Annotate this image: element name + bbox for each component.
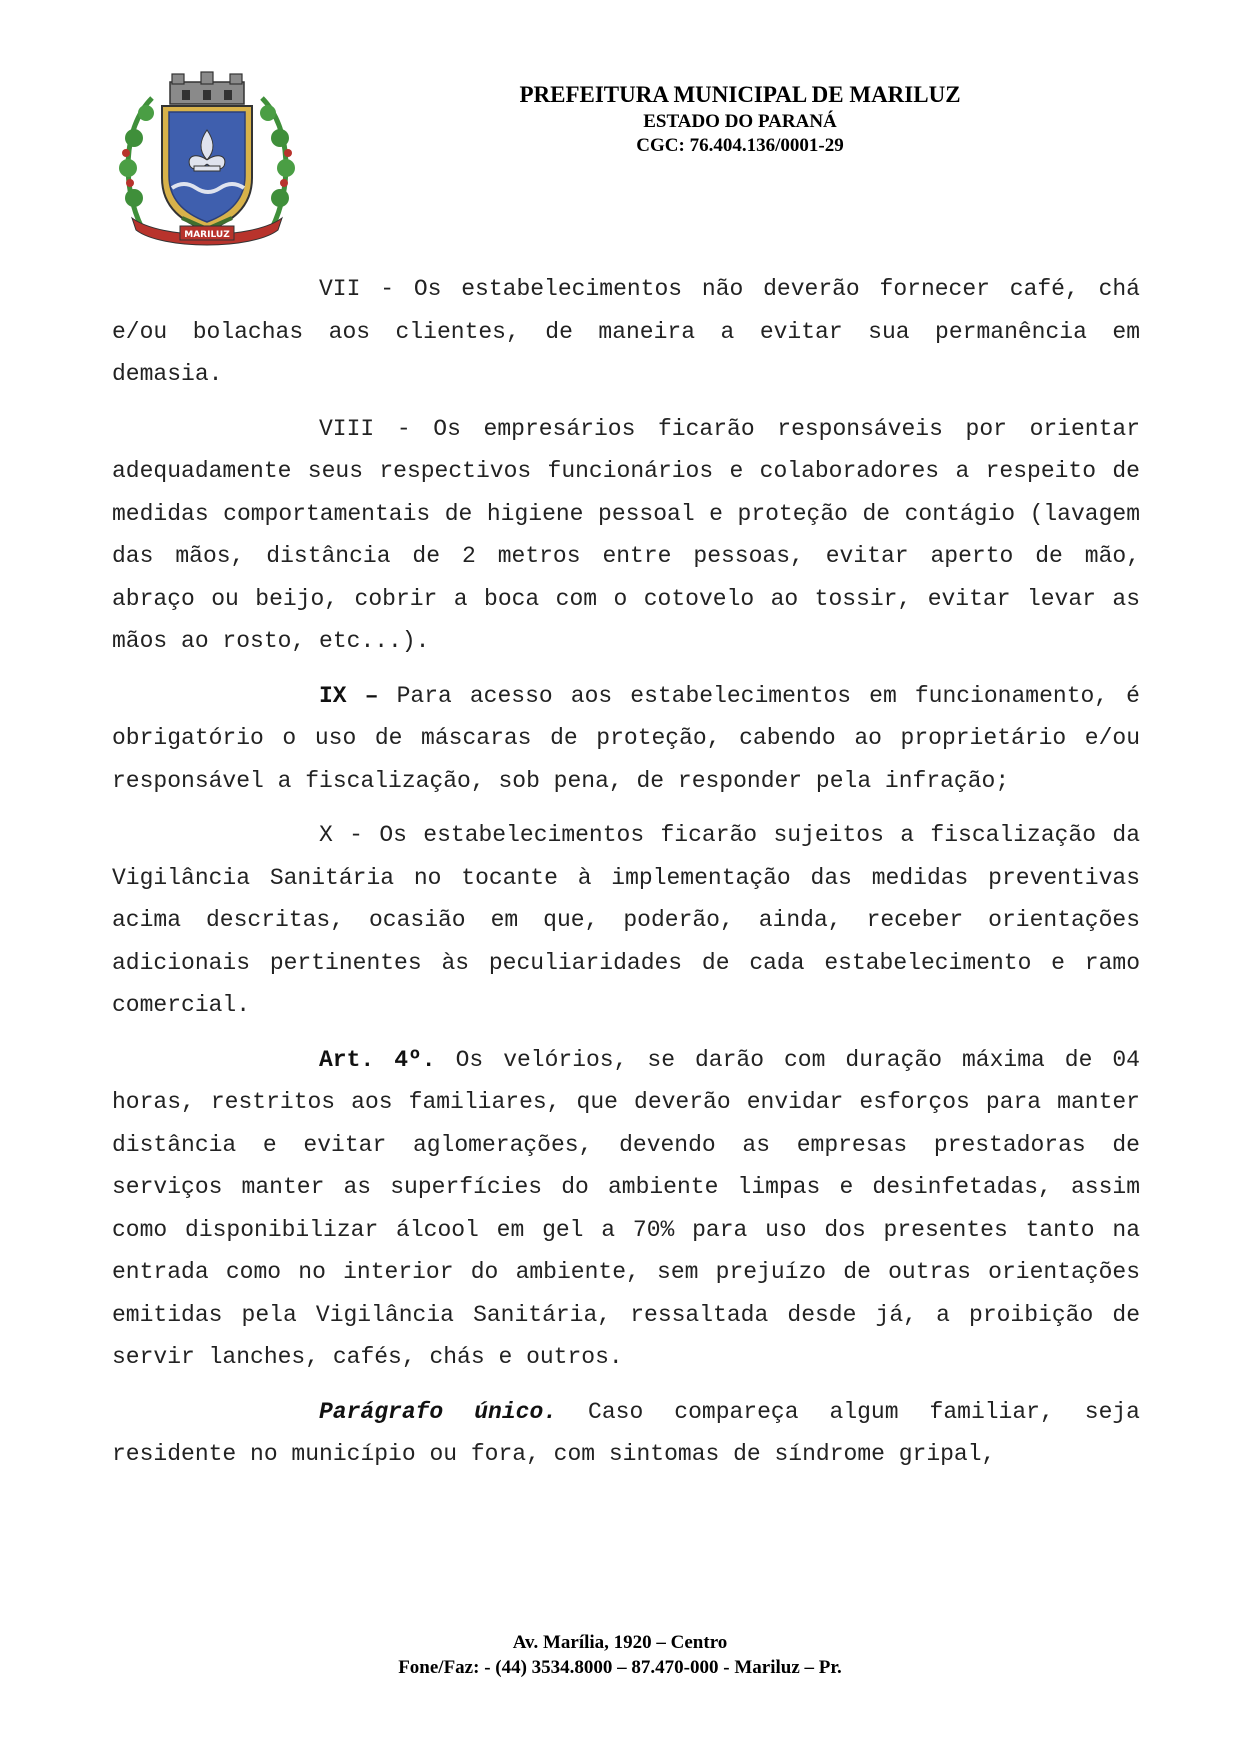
- paragraph-lead: Art. 4º.: [319, 1046, 436, 1073]
- letterhead: [430, 80, 1050, 158]
- paragraph-x: [112, 814, 1140, 1027]
- paragrafo-unico: [112, 1391, 1140, 1476]
- paragraph-text: Para acesso aos estabelecimentos em funcionamento, é obrigatório o uso de máscaras de proteção, cabendo ao proprietário e/ou responsável a fiscalização, sob pena, de responder pela infração;: [112, 682, 1140, 794]
- crest-banner-text: MARILUZ: [184, 230, 230, 240]
- document-body: [112, 268, 1140, 1488]
- paragraph-text: X - Os estabelecimentos ficarão sujeitos a fiscalização da Vigilância Sanitária no tocante à implementação das medidas preventivas acima descritas, ocasião em que, poderão, ainda, receber orientações adicionais pertinentes às peculiaridades de cada estabelecimento e ramo comercial.: [112, 822, 1140, 1018]
- paragraph-ix: [112, 675, 1140, 803]
- municipal-crest-logo: [112, 68, 302, 258]
- paragraph-text: Os velórios, se darão com duração máxima de 04 horas, restritos aos familiares, que deverão envidar esforços para manter distância e evitar aglomerações, devendo as empresas prestadoras de serviços manter as superfícies do ambiente limpas e desinfetadas, assim como disponibilizar álcool em gel a 70% para uso dos presentes tanto na entrada como no interior do ambiente, sem prejuízo de outras orientações emitidas pela Vigilância Sanitária, ressaltada desde já, a proibição de servir lanches, cafés, chás e outros.: [112, 1046, 1140, 1370]
- letterhead-cgc: CGC: 76.404.136/0001-29: [636, 135, 844, 156]
- paragraph-viii: [112, 408, 1140, 663]
- footer-address: Av. Marília, 1920 – Centro: [512, 1632, 728, 1653]
- letterhead-state: ESTADO DO PARANÁ: [643, 111, 837, 132]
- paragraph-lead: IX –: [319, 682, 379, 709]
- paragraph-lead: Parágrafo único.: [319, 1398, 558, 1425]
- footer: [320, 1630, 920, 1680]
- letterhead-title: PREFEITURA MUNICIPAL DE MARILUZ: [519, 82, 961, 107]
- paragraph-text: VIII - Os empresários ficarão responsáveis por orientar adequadamente seus respectivos funcionários e colaboradores a respeito de medidas comportamentais de higiene pessoal e proteção de contágio (lavagem das mãos, distância de 2 metros entre pessoas, evitar aperto de mão, abraço ou beijo, cobrir a boca com o cotovelo ao tossir, evitar levar as mãos ao rosto, etc...).: [112, 415, 1140, 654]
- paragraph-text: Caso compareça algum familiar, seja residente no município ou fora, com sintomas de síndrome gripal,: [112, 1398, 1140, 1467]
- paragraph-vii: [112, 268, 1140, 396]
- footer-phone: Fone/Faz: - (44) 3534.8000 – 87.470-000 - Mariluz – Pr.: [398, 1657, 842, 1678]
- article-4: [112, 1039, 1140, 1379]
- paragraph-text: VII - Os estabelecimentos não deverão fornecer café, chá e/ou bolachas aos clientes, de maneira a evitar sua permanência em demasia.: [112, 276, 1140, 387]
